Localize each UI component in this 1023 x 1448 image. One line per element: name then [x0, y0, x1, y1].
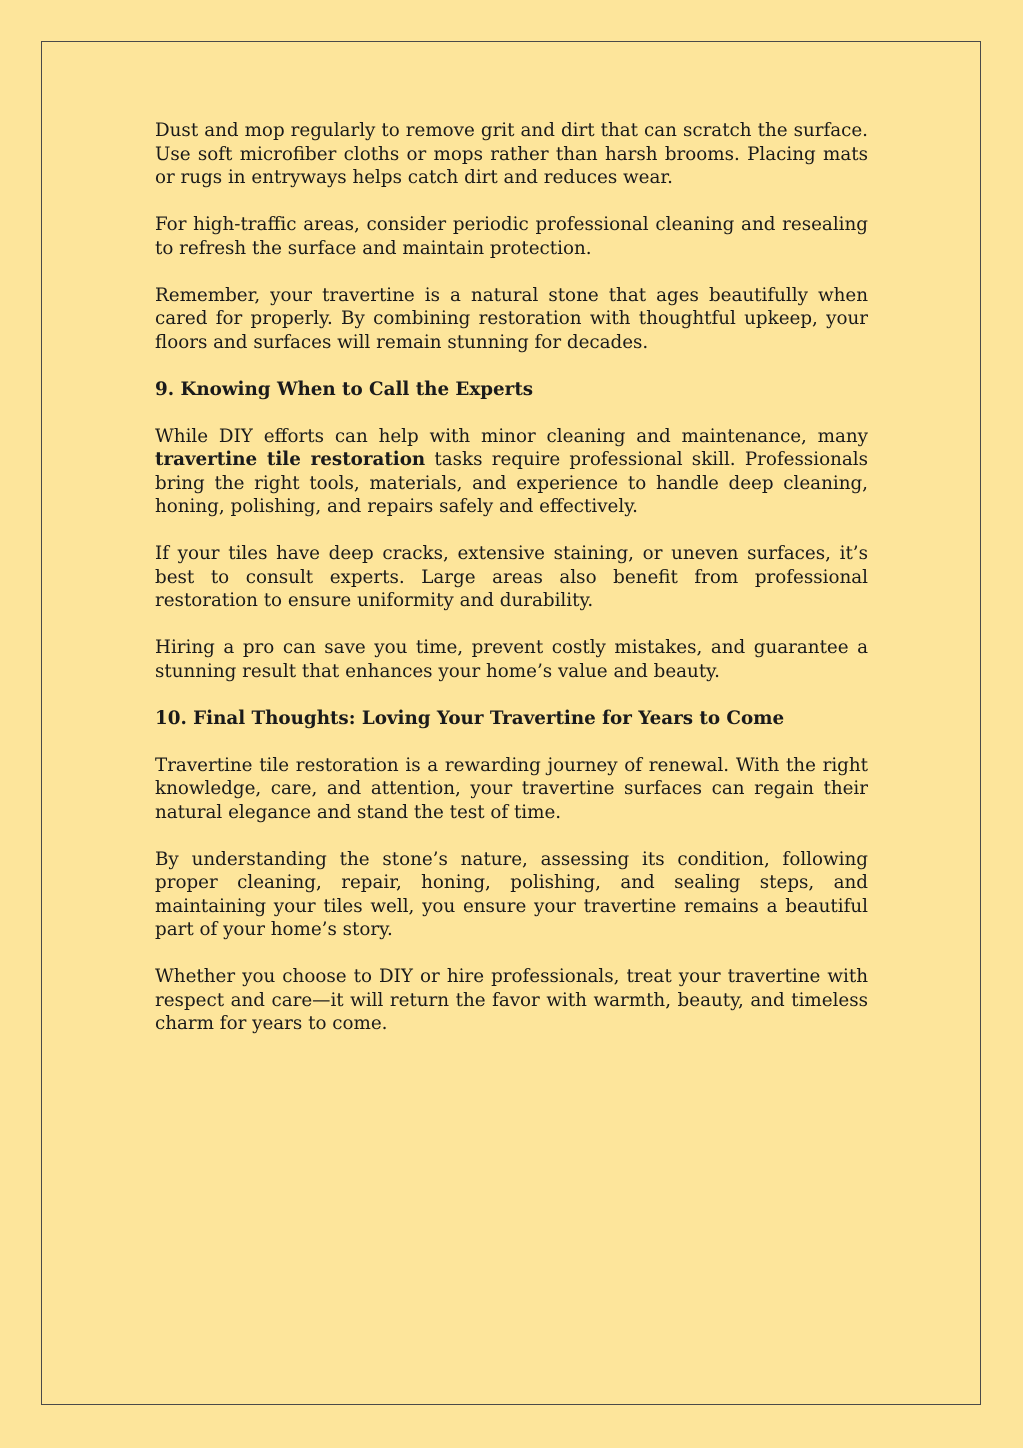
paragraph-high-traffic: For high-traffic areas, consider periodic professional cleaning and resealing to refresh the surface and maintain protection.	[155, 214, 868, 259]
paragraph-diy-efforts-rest: tasks require professional skill. Professionals bring the right tools, materials, and experience to handle deep cleaning, honing, polishing, and repairs safely and effectively.	[155, 449, 868, 517]
paragraph-dust-and-mop: Dust and mop regularly to remove grit and dirt that can scratch the surface. Use soft microfiber cloths or mops rather than harsh brooms. Placing mats or rugs in entryways helps catch dirt and reduces wear.	[155, 120, 868, 188]
heading-section-10: 10. Final Thoughts: Loving Your Travertine for Years to Come	[155, 707, 785, 729]
paragraph-rewarding-journey: Travertine tile restoration is a rewarding journey of renewal. With the right knowledge, care, and attention, your travertine surfaces can regain their natural elegance and stand the test of time.	[155, 754, 868, 823]
heading-section-9: 9. Knowing When to Call the Experts	[155, 378, 534, 400]
paragraph-understanding-stone: By understanding the stone’s nature, assessing its condition, following proper cleaning, repair, honing, polishing, and sealing steps, and maintaining your tiles well, you ensure your travertine remains a beautiful part of your home’s story.	[155, 848, 868, 940]
keyword-travertine-tile-restoration: travertine tile restoration	[155, 449, 426, 470]
paragraph-diy-efforts-lead: While DIY efforts can help with minor cleaning and maintenance, many	[155, 425, 868, 447]
paragraph-whether-diy: Whether you choose to DIY or hire professionals, treat your travertine with respect and care—it will return the favor with warmth, beauty, and timeless charm for years to come.	[155, 966, 868, 1034]
paragraph-remember: Remember, your travertine is a natural stone that ages beautifully when cared for properly. By combining restoration with thoughtful upkeep, your floors and surfaces will remain stunning for decades.	[155, 284, 868, 353]
paragraph-hiring-a-pro: Hiring a pro can save you time, prevent costly mistakes, and guarantee a stunning result that enhances your home’s value and beauty.	[155, 637, 868, 682]
document-body	[155, 119, 868, 1059]
paragraph-deep-cracks: If your tiles have deep cracks, extensive staining, or uneven surfaces, it’s best to consult experts. Large areas also benefit from professional restoration to ensure uniformity and durability.	[155, 543, 868, 611]
paragraph-diy-efforts	[155, 425, 868, 519]
